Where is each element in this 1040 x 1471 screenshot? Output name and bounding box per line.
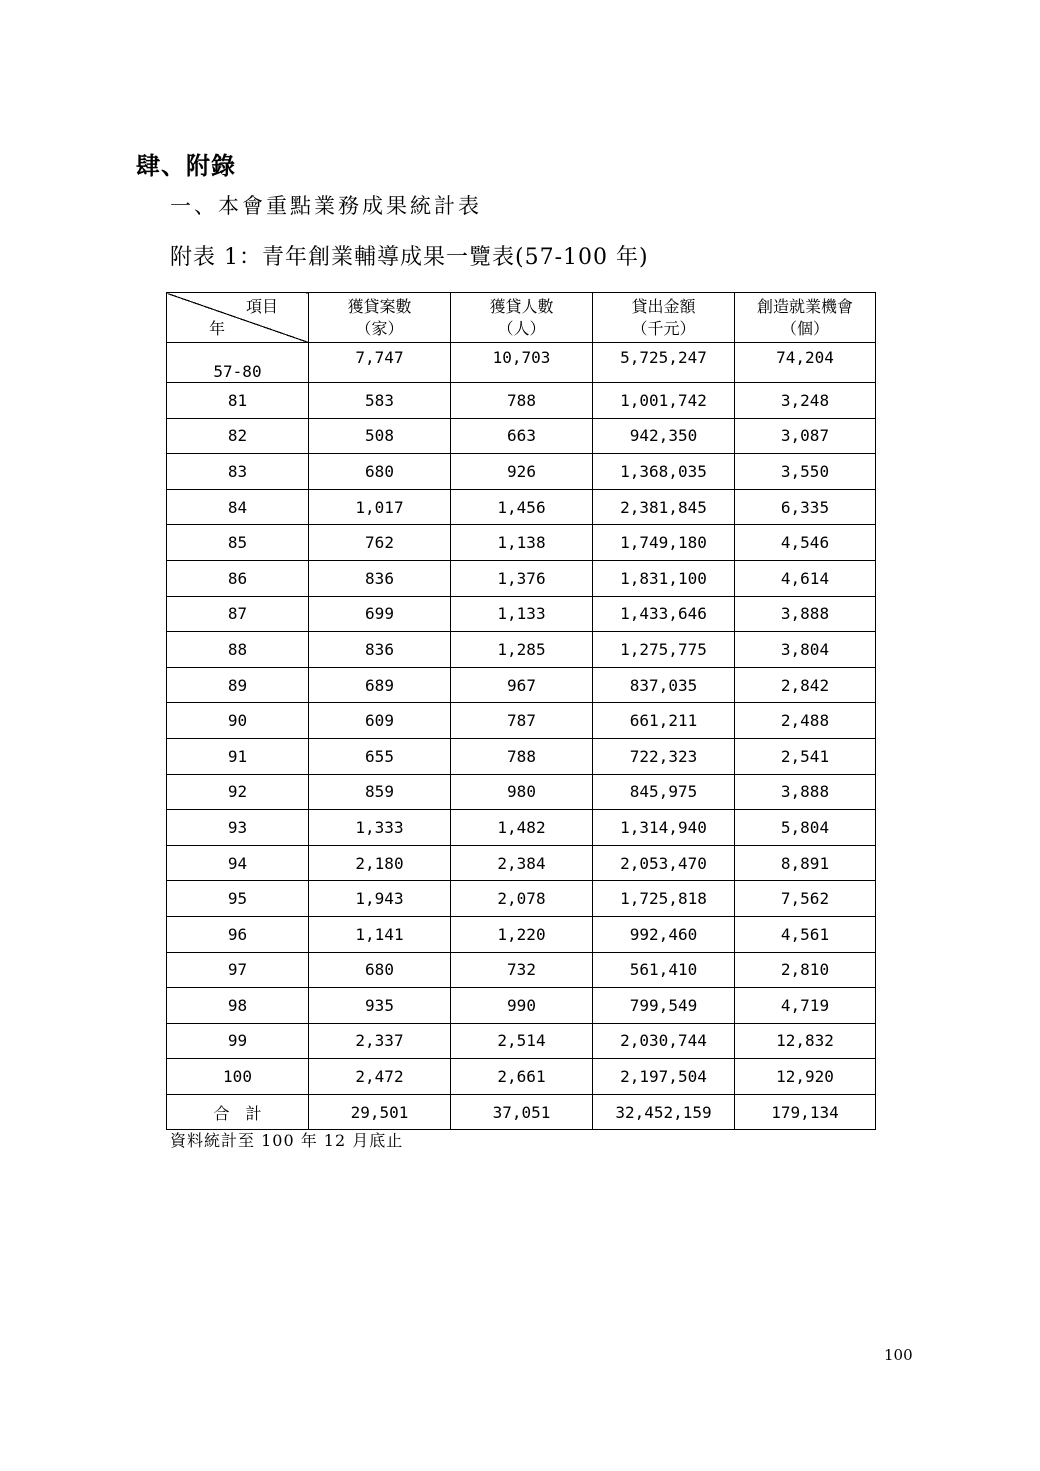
- persons-cell: 1,138: [451, 525, 593, 561]
- table-row: [167, 703, 876, 739]
- year-cell: 95: [167, 881, 309, 917]
- jobs-cell: 4,614: [735, 560, 876, 596]
- table-row: [167, 525, 876, 561]
- table-row: [167, 489, 876, 525]
- persons-cell: 1,456: [451, 489, 593, 525]
- table-row: [167, 596, 876, 632]
- page-number: 100: [884, 1346, 913, 1364]
- amount-cell: 942,350: [593, 418, 735, 454]
- amount-cell: 2,381,845: [593, 489, 735, 525]
- persons-cell: 926: [451, 454, 593, 490]
- cases-cell: 655: [309, 738, 451, 774]
- table-row: [167, 988, 876, 1024]
- year-cell: 97: [167, 952, 309, 988]
- year-cell: 82: [167, 418, 309, 454]
- amount-cell: 1,368,035: [593, 454, 735, 490]
- cases-cell: 935: [309, 988, 451, 1024]
- header-line2: （千元）: [631, 318, 696, 338]
- amount-cell: 661,211: [593, 703, 735, 739]
- year-cell: 91: [167, 738, 309, 774]
- cases-cell: 609: [309, 703, 451, 739]
- persons-cell: 1,220: [451, 916, 593, 952]
- table-row: [167, 343, 876, 383]
- jobs-cell: 5,804: [735, 810, 876, 846]
- table-row: [167, 1059, 876, 1095]
- header-corner-cell: [167, 293, 309, 343]
- header-loan-persons: [451, 293, 593, 343]
- header-loan-amount: [593, 293, 735, 343]
- amount-cell: 1,001,742: [593, 383, 735, 419]
- amount-cell: 799,549: [593, 988, 735, 1024]
- year-cell: 85: [167, 525, 309, 561]
- table-row: [167, 916, 876, 952]
- cases-cell: 836: [309, 632, 451, 668]
- persons-cell: 2,661: [451, 1059, 593, 1095]
- header-jobs-created: [735, 293, 876, 343]
- persons-cell: 1,482: [451, 810, 593, 846]
- persons-cell: 788: [451, 738, 593, 774]
- jobs-cell: 3,888: [735, 596, 876, 632]
- table-row: [167, 632, 876, 668]
- year-cell: 86: [167, 560, 309, 596]
- year-cell: 96: [167, 916, 309, 952]
- year-cell: 87: [167, 596, 309, 632]
- header-line1: 獲貸案數: [347, 296, 412, 316]
- amount-cell: 845,975: [593, 774, 735, 810]
- jobs-cell: 2,842: [735, 667, 876, 703]
- table-row: [167, 845, 876, 881]
- amount-cell: 561,410: [593, 952, 735, 988]
- persons-cell: 10,703: [451, 343, 593, 383]
- table-row: [167, 881, 876, 917]
- cases-cell: 2,337: [309, 1023, 451, 1059]
- persons-cell: 1,376: [451, 560, 593, 596]
- persons-cell: 1,133: [451, 596, 593, 632]
- jobs-cell: 6,335: [735, 489, 876, 525]
- sub-title: 一、本會重點業務成果統計表: [170, 194, 482, 218]
- year-cell: 89: [167, 667, 309, 703]
- amount-cell: 1,314,940: [593, 810, 735, 846]
- total-cases-cell: 29,501: [309, 1094, 451, 1130]
- persons-cell: 2,384: [451, 845, 593, 881]
- cases-cell: 508: [309, 418, 451, 454]
- cases-cell: 1,017: [309, 489, 451, 525]
- jobs-cell: 2,810: [735, 952, 876, 988]
- jobs-cell: 3,550: [735, 454, 876, 490]
- persons-cell: 2,078: [451, 881, 593, 917]
- jobs-cell: 4,719: [735, 988, 876, 1024]
- header-line2: （個）: [780, 318, 829, 338]
- total-label-cell: 合 計: [167, 1094, 309, 1130]
- header-corner-year-label: 年: [209, 319, 226, 338]
- persons-cell: 980: [451, 774, 593, 810]
- header-line2: （家）: [355, 318, 404, 338]
- jobs-cell: 3,248: [735, 383, 876, 419]
- cases-cell: 680: [309, 454, 451, 490]
- table-row: [167, 560, 876, 596]
- amount-cell: 992,460: [593, 916, 735, 952]
- header-line2: （人）: [497, 318, 546, 338]
- header-line1: 獲貸人數: [489, 296, 554, 316]
- year-cell: 81: [167, 383, 309, 419]
- jobs-cell: 2,541: [735, 738, 876, 774]
- persons-cell: 967: [451, 667, 593, 703]
- table-total-row: [167, 1094, 876, 1130]
- jobs-cell: 7,562: [735, 881, 876, 917]
- table-header-row: [167, 293, 876, 343]
- year-cell: 93: [167, 810, 309, 846]
- jobs-cell: 2,488: [735, 703, 876, 739]
- amount-cell: 5,725,247: [593, 343, 735, 383]
- table-row: [167, 667, 876, 703]
- amount-cell: 1,749,180: [593, 525, 735, 561]
- year-cell: 98: [167, 988, 309, 1024]
- year-cell: 83: [167, 454, 309, 490]
- cases-cell: 680: [309, 952, 451, 988]
- header-line1: 創造就業機會: [756, 296, 853, 316]
- jobs-cell: 12,920: [735, 1059, 876, 1095]
- amount-cell: 2,030,744: [593, 1023, 735, 1059]
- year-cell: 90: [167, 703, 309, 739]
- year-cell: 92: [167, 774, 309, 810]
- jobs-cell: 8,891: [735, 845, 876, 881]
- table-row: [167, 418, 876, 454]
- cases-cell: 1,333: [309, 810, 451, 846]
- amount-cell: 722,323: [593, 738, 735, 774]
- year-cell: 94: [167, 845, 309, 881]
- cases-cell: 836: [309, 560, 451, 596]
- cases-cell: 2,180: [309, 845, 451, 881]
- amount-cell: 1,725,818: [593, 881, 735, 917]
- persons-cell: 663: [451, 418, 593, 454]
- table-row: [167, 774, 876, 810]
- total-amount-cell: 32,452,159: [593, 1094, 735, 1130]
- cases-cell: 762: [309, 525, 451, 561]
- jobs-cell: 74,204: [735, 343, 876, 383]
- jobs-cell: 4,546: [735, 525, 876, 561]
- table-caption: 附表 1：青年創業輔導成果一覽表(57-100 年): [170, 245, 649, 270]
- year-cell: 88: [167, 632, 309, 668]
- jobs-cell: 3,087: [735, 418, 876, 454]
- jobs-cell: 3,804: [735, 632, 876, 668]
- amount-cell: 837,035: [593, 667, 735, 703]
- table-row: [167, 1023, 876, 1059]
- amount-cell: 2,053,470: [593, 845, 735, 881]
- cases-cell: 699: [309, 596, 451, 632]
- jobs-cell: 3,888: [735, 774, 876, 810]
- persons-cell: 788: [451, 383, 593, 419]
- cases-cell: 1,943: [309, 881, 451, 917]
- cases-cell: 583: [309, 383, 451, 419]
- persons-cell: 787: [451, 703, 593, 739]
- amount-cell: 1,275,775: [593, 632, 735, 668]
- table-row: [167, 454, 876, 490]
- header-loan-cases: [309, 293, 451, 343]
- table-row: [167, 383, 876, 419]
- persons-cell: 1,285: [451, 632, 593, 668]
- cases-cell: 1,141: [309, 916, 451, 952]
- persons-cell: 732: [451, 952, 593, 988]
- year-cell: 100: [167, 1059, 309, 1095]
- footnote: 資料統計至 100 年 12 月底止: [170, 1131, 404, 1150]
- year-cell: 57-80: [167, 343, 309, 383]
- amount-cell: 2,197,504: [593, 1059, 735, 1095]
- persons-cell: 990: [451, 988, 593, 1024]
- year-cell: 99: [167, 1023, 309, 1059]
- cases-cell: 689: [309, 667, 451, 703]
- header-corner-item-label: 項目: [245, 297, 278, 316]
- statistics-table: [166, 292, 876, 1130]
- table-row: [167, 738, 876, 774]
- amount-cell: 1,831,100: [593, 560, 735, 596]
- header-line1: 貸出金額: [631, 296, 696, 316]
- section-title: 肆、附錄: [136, 151, 236, 180]
- cases-cell: 859: [309, 774, 451, 810]
- cases-cell: 7,747: [309, 343, 451, 383]
- table-row: [167, 810, 876, 846]
- table-row: [167, 952, 876, 988]
- amount-cell: 1,433,646: [593, 596, 735, 632]
- cases-cell: 2,472: [309, 1059, 451, 1095]
- year-cell: 84: [167, 489, 309, 525]
- persons-cell: 2,514: [451, 1023, 593, 1059]
- total-persons-cell: 37,051: [451, 1094, 593, 1130]
- total-jobs-cell: 179,134: [735, 1094, 876, 1130]
- jobs-cell: 12,832: [735, 1023, 876, 1059]
- jobs-cell: 4,561: [735, 916, 876, 952]
